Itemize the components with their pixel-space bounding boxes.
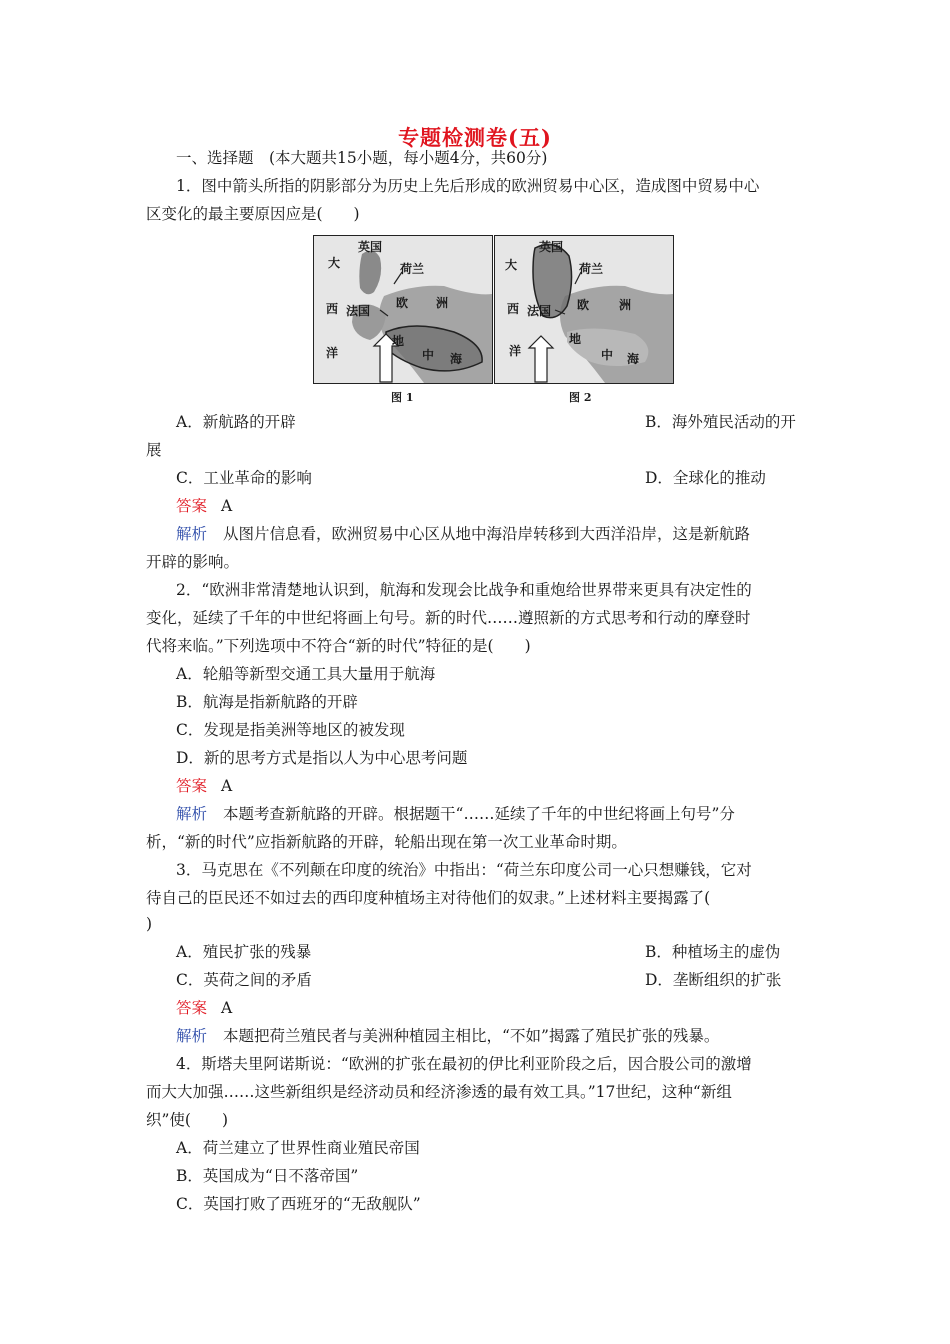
q1-option-c: C．工业革命的影响 (176, 469, 312, 487)
map1-label-zhou: 洲 (436, 296, 449, 310)
q4-option-b: B．英国成为“日不落帝国” (176, 1167, 359, 1185)
q1-analysis-line1 (176, 524, 750, 544)
analysis-text: 从图片信息看，欧洲贸易中心区从地中海沿岸转移到大西洋沿岸，这是新航路 (223, 525, 751, 543)
map2-label-france: 法国 (527, 304, 552, 318)
q3-analysis-line1 (176, 1026, 719, 1046)
analysis-label: 解析 (176, 1027, 208, 1045)
q4-option-a: A．荷兰建立了世界性商业殖民帝国 (176, 1139, 420, 1157)
figure-1-caption: 图 1 (391, 391, 414, 404)
q4-stem-line1: 4．斯塔夫里阿诺斯说：“欧洲的扩张在最初的伊比利亚阶段之后，因合股公司的激增 (176, 1055, 752, 1073)
map2-label-zhong: 中 (601, 348, 614, 362)
q1-stem-line2: 区变化的最主要原因应是( ) (146, 205, 360, 223)
answer-label: 答案 (176, 999, 208, 1017)
map1-label-zhong: 中 (422, 348, 435, 362)
q1-option-b-continued: 展 (146, 441, 162, 459)
q3-option-a: A．殖民扩张的残暴 (176, 943, 312, 961)
map2-label-netherlands: 荷兰 (579, 262, 604, 276)
map2-label-di: 地 (569, 332, 582, 346)
map2-label-ou: 欧 (577, 298, 590, 312)
q2-answer (176, 776, 232, 796)
answer-value: A (221, 497, 233, 515)
section-heading: 一、选择题 (本大题共15小题，每小题4分，共60分) (176, 149, 548, 167)
q2-option-b: B．航海是指新航路的开辟 (176, 693, 358, 711)
q2-analysis-line1 (176, 804, 735, 824)
q3-option-b: B．种植场主的虚伪 (645, 943, 781, 961)
q3-option-c: C．英荷之间的矛盾 (176, 971, 312, 989)
map1-label-di: 地 (392, 334, 405, 348)
q3-option-d: D．垄断组织的扩张 (645, 971, 782, 989)
map-figure-2 (494, 235, 674, 384)
q2-analysis-line2: 析，“新的时代”应指新航路的开辟，轮船出现在第一次工业革命时期。 (146, 833, 627, 851)
analysis-label: 解析 (176, 805, 208, 823)
map2-label-xi: 西 (507, 302, 520, 316)
q3-stem-line3: ) (146, 915, 153, 933)
page-title: 专题检测卷(五) (398, 125, 552, 150)
map1-label-hai: 海 (450, 352, 463, 366)
q1-option-b: B．海外殖民活动的开 (645, 413, 796, 431)
q1-analysis-line2: 开辟的影响。 (146, 553, 240, 571)
answer-label: 答案 (176, 497, 208, 515)
q4-stem-line3: 织”使( ) (146, 1111, 229, 1129)
q4-stem-line2: 而大大加强……这些新组织是经济动员和经济渗透的最有效工具。”17世纪，这种“新组 (146, 1083, 732, 1101)
q3-stem-line2: 待自己的臣民还不如过去的西印度种植场主对待他们的奴隶。”上述材料主要揭露了( (146, 889, 711, 907)
map2-label-zhou: 洲 (619, 298, 632, 312)
map2-label-england: 英国 (539, 240, 564, 254)
q2-option-c: C．发现是指美洲等地区的被发现 (176, 721, 405, 739)
q2-stem-line1: 2．“欧洲非常清楚地认识到，航海和发现会比战争和重炮给世界带来更具有决定性的 (176, 581, 752, 599)
map-figure-1 (313, 235, 493, 384)
q2-option-d: D．新的思考方式是指以人为中心思考问题 (176, 749, 468, 767)
answer-value: A (221, 999, 233, 1017)
analysis-label: 解析 (176, 525, 208, 543)
q2-option-a: A．轮船等新型交通工具大量用于航海 (176, 665, 436, 683)
map2-label-hai: 海 (627, 352, 640, 366)
q1-stem-line1: 1．图中箭头所指的阴影部分为历史上先后形成的欧洲贸易中心区，造成图中贸易中心 (176, 177, 760, 195)
q4-option-c: C．英国打败了西班牙的“无敌舰队” (176, 1195, 421, 1213)
map1-label-england: 英国 (358, 240, 383, 254)
answer-value: A (221, 777, 233, 795)
analysis-text: 本题把荷兰殖民者与美洲种植园主相比，“不如”揭露了殖民扩张的残暴。 (223, 1027, 720, 1045)
map1-label-ou: 欧 (396, 296, 409, 310)
q3-answer (176, 998, 232, 1018)
map1-label-netherlands: 荷兰 (400, 262, 425, 276)
q2-stem-line2: 变化，延续了千年的中世纪将画上句号。新的时代……遵照新的方式思考和行动的摩登时 (146, 609, 751, 627)
map2-label-yang: 洋 (509, 344, 522, 358)
map1-label-yang: 洋 (326, 346, 339, 360)
analysis-text: 本题考查新航路的开辟。根据题干“……延续了千年的中世纪将画上句号”分 (223, 805, 735, 823)
q3-stem-line1: 3．马克思在《不列颠在印度的统治》中指出：“荷兰东印度公司一心只想赚钱，它对 (176, 861, 752, 879)
figure-2-caption: 图 2 (569, 391, 592, 404)
q1-answer (176, 496, 232, 516)
map2-label-da: 大 (505, 258, 518, 272)
answer-label: 答案 (176, 777, 208, 795)
map1-label-da: 大 (328, 256, 341, 270)
q1-option-d: D．全球化的推动 (645, 469, 766, 487)
q2-stem-line3: 代将来临。”下列选项中不符合“新的时代”特征的是( ) (146, 637, 531, 655)
map1-label-france: 法国 (346, 304, 371, 318)
q1-option-a: A．新航路的开辟 (176, 413, 296, 431)
map1-label-xi: 西 (326, 302, 339, 316)
